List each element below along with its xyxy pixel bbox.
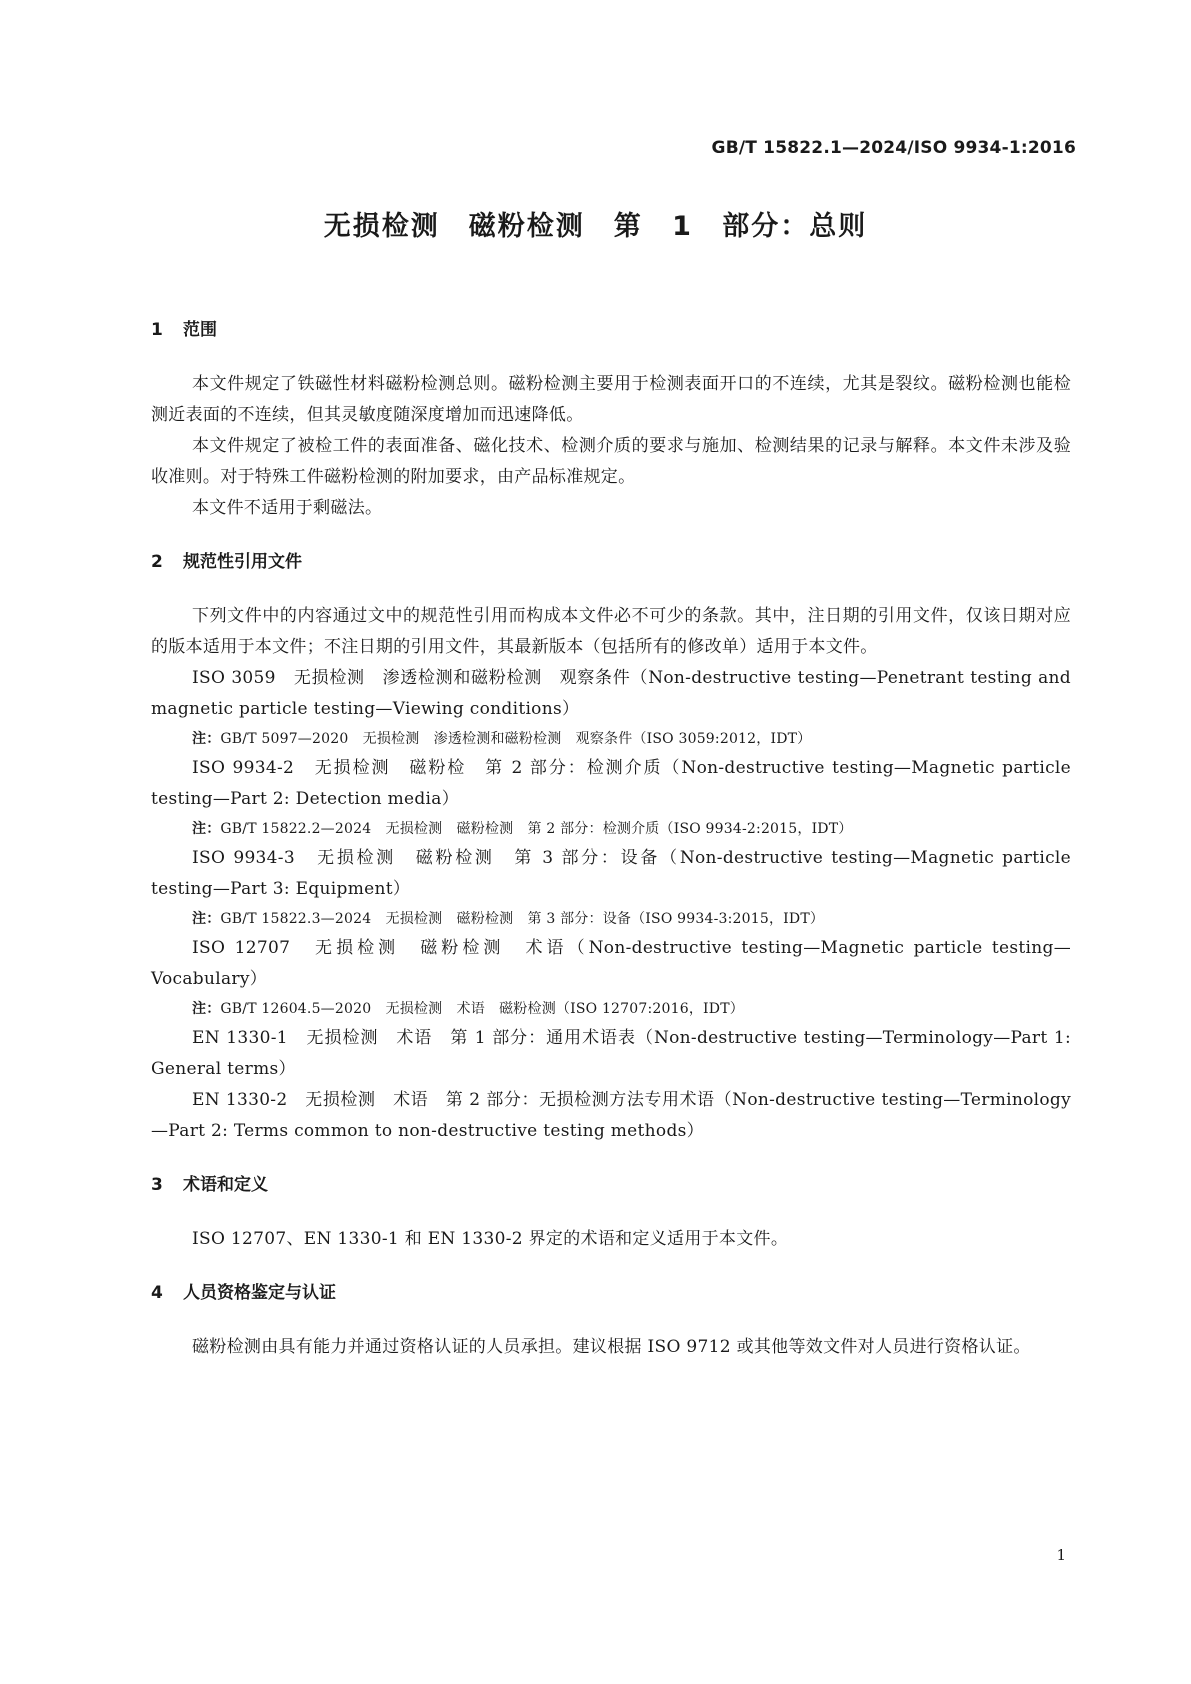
reference-entry: EN 1330-1 无损检测 术语 第 1 部分：通用术语表（Non-destructive testing—Terminology—Part 1: General terms） [151, 1028, 1071, 1079]
note-label: 注： [192, 1001, 221, 1017]
note-label: 注： [192, 821, 221, 837]
reference-entry: ISO 9934-2 无损检测 磁粉检 第 2 部分：检测介质（Non-destructive testing—Magnetic particle testing—Part 2: Detection media） [151, 758, 1071, 809]
note-text: GB/T 5097—2020 无损检测 渗透检测和磁粉检测 观察条件（ISO 3059:2012，IDT） [220, 731, 812, 747]
reference-note [151, 815, 1071, 843]
note-label: 注： [192, 731, 221, 747]
page-number: 1 [1056, 1546, 1066, 1564]
paragraph: 本文件规定了被检工件的表面准备、磁化技术、检测介质的要求与施加、检测结果的记录与解释。本文件未涉及验收准则。对于特殊工件磁粉检测的附加要求，由产品标准规定。 [151, 436, 1071, 487]
note-label: 注： [192, 911, 221, 927]
paragraph: 磁粉检测由具有能力并通过资格认证的人员承担。建议根据 ISO 9712 或其他等效文件对人员进行资格认证。 [192, 1337, 1031, 1357]
note-text: GB/T 12604.5—2020 无损检测 术语 磁粉检测（ISO 12707:2016，IDT） [220, 1001, 744, 1017]
paragraph: 本文件规定了铁磁性材料磁粉检测总则。磁粉检测主要用于检测表面开口的不连续，尤其是裂纹。磁粉检测也能检测近表面的不连续，但其灵敏度随深度增加而迅速降低。 [151, 374, 1071, 425]
reference-entry: EN 1330-2 无损检测 术语 第 2 部分：无损检测方法专用术语（Non-destructive testing—Terminology—Part 2: Terms common to non-destructive testing methods） [151, 1090, 1071, 1141]
section-1-heading [151, 318, 1071, 342]
document-body [151, 318, 1071, 1363]
section-4-heading [151, 1281, 1071, 1305]
reference-note [151, 995, 1071, 1023]
section-title: 术语和定义 [183, 1175, 268, 1195]
paragraph: 本文件不适用于剩磁法。 [192, 498, 383, 518]
paragraph: ISO 12707、EN 1330-1 和 EN 1330-2 界定的术语和定义适用于本文件。 [192, 1229, 789, 1249]
reference-entry: ISO 12707 无损检测 磁粉检测 术语（Non-destructive testing—Magnetic particle testing—Vocabulary） [151, 938, 1071, 989]
section-title: 范围 [183, 320, 217, 340]
document-title: 无损检测 磁粉检测 第 1 部分：总则 [323, 211, 868, 242]
reference-entry: ISO 3059 无损检测 渗透检测和磁粉检测 观察条件（Non-destructive testing—Penetrant testing and magnetic particle testing—Viewing conditions） [151, 668, 1071, 719]
section-number: 2 [151, 552, 163, 572]
standard-code: GB/T 15822.1—2024/ISO 9934-1:2016 [711, 138, 1076, 158]
section-title: 人员资格鉴定与认证 [183, 1283, 336, 1303]
section-title: 规范性引用文件 [183, 552, 302, 572]
section-2-heading [151, 550, 1071, 574]
section-number: 4 [151, 1283, 163, 1303]
section-number: 1 [151, 320, 163, 340]
note-text: GB/T 15822.3—2024 无损检测 磁粉检测 第 3 部分：设备（ISO 9934-3:2015，IDT） [220, 911, 825, 927]
reference-note [151, 725, 1071, 753]
reference-entry: ISO 9934-3 无损检测 磁粉检测 第 3 部分：设备（Non-destructive testing—Magnetic particle testing—Part 3: Equipment） [151, 848, 1071, 899]
note-text: GB/T 15822.2—2024 无损检测 磁粉检测 第 2 部分：检测介质（ISO 9934-2:2015，IDT） [220, 821, 853, 837]
reference-note [151, 905, 1071, 933]
paragraph: 下列文件中的内容通过文中的规范性引用而构成本文件必不可少的条款。其中，注日期的引用文件，仅该日期对应的版本适用于本文件；不注日期的引用文件，其最新版本（包括所有的修改单）适用于本文件。 [151, 606, 1071, 657]
section-number: 3 [151, 1175, 163, 1195]
section-3-heading [151, 1173, 1071, 1197]
